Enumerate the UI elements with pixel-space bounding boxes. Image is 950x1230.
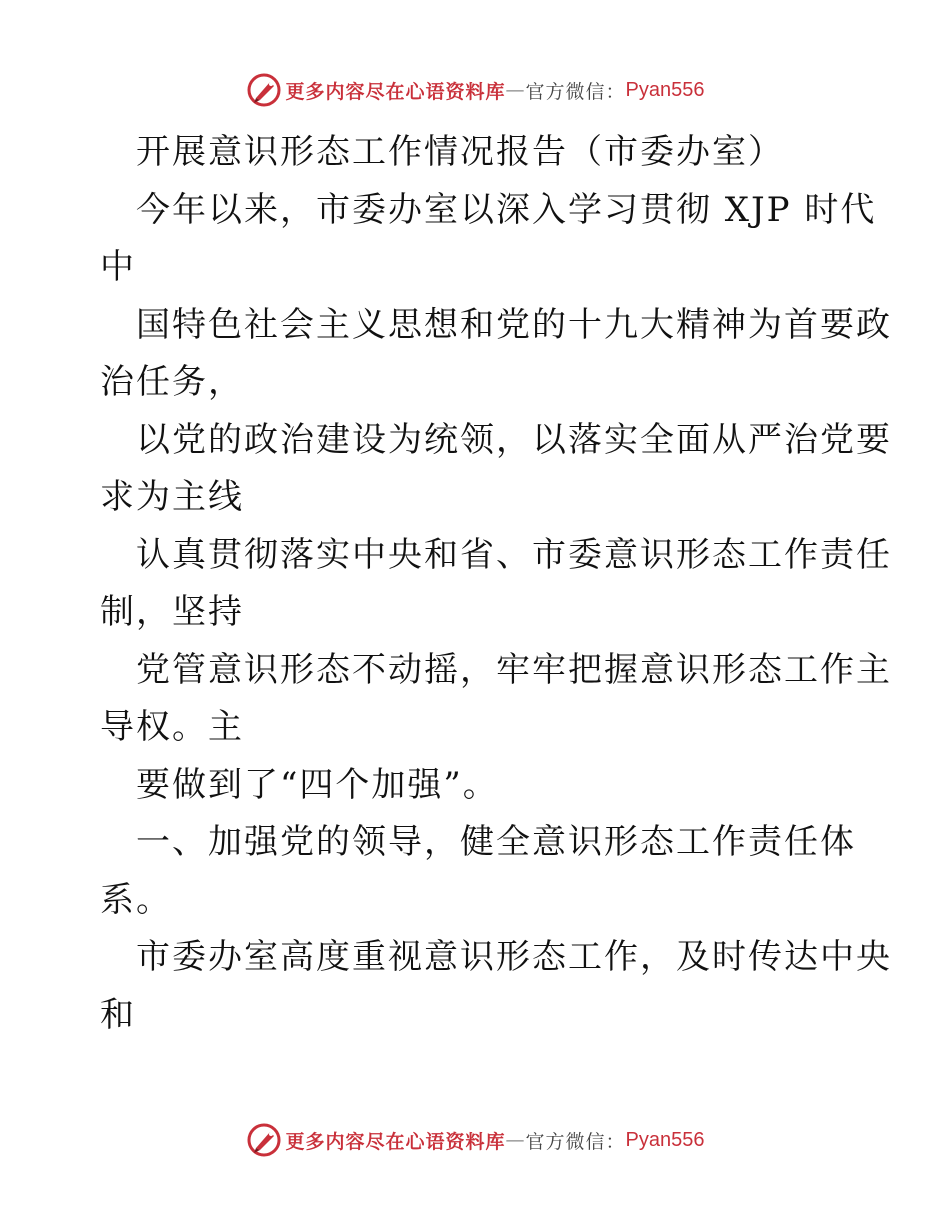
doc-line: 一、加强党的领导，健全意识形态工作责任体 <box>136 822 856 862</box>
doc-line: 认真贯彻落实中央和省、市委意识形态工作责任 <box>136 534 892 575</box>
document-body <box>100 124 892 1044</box>
banner-main-text: 更多内容尽在心语资料库 <box>285 1130 506 1153</box>
banner-wechat-label: 官方微信： <box>525 1130 626 1153</box>
doc-line: 系。 <box>100 879 172 920</box>
banner-main-text: 更多内容尽在心语资料库 <box>285 80 506 103</box>
doc-title: 开展意识形态工作情况报告（市委办室） <box>136 132 784 172</box>
header-banner <box>0 70 950 110</box>
doc-line: 中 <box>100 247 136 287</box>
banner-dash: — <box>505 79 526 101</box>
banner-wechat-id: Pyan556 <box>625 1128 705 1151</box>
doc-line: 求为主线 <box>100 477 244 517</box>
banner-wechat-label: 官方微信： <box>525 80 626 103</box>
pen-logo-icon <box>246 72 282 108</box>
doc-line: 国特色社会主义思想和党的十九大精神为首要政 <box>136 304 892 345</box>
banner-dash: — <box>505 1129 526 1151</box>
doc-line: 以党的政治建设为统领，以落实全面从严治党要 <box>136 419 892 460</box>
doc-line: 制，坚持 <box>100 592 244 632</box>
doc-line: 市委办室高度重视意识形态工作，及时传达中央 <box>136 937 892 977</box>
banner-wechat-id: Pyan556 <box>625 78 705 101</box>
doc-line: 导权。主 <box>100 707 244 747</box>
footer-banner <box>0 1120 950 1160</box>
doc-line: 要做到了“四个加强”。 <box>136 764 499 805</box>
doc-line: 治任务， <box>100 362 244 402</box>
doc-line: 党管意识形态不动摇，牢牢把握意识形态工作主 <box>136 649 892 690</box>
doc-line: 今年以来，市委办室以深入学习贯彻 XJP 时代 <box>136 189 877 230</box>
pen-logo-icon <box>246 1122 282 1158</box>
doc-line: 和 <box>100 994 136 1035</box>
